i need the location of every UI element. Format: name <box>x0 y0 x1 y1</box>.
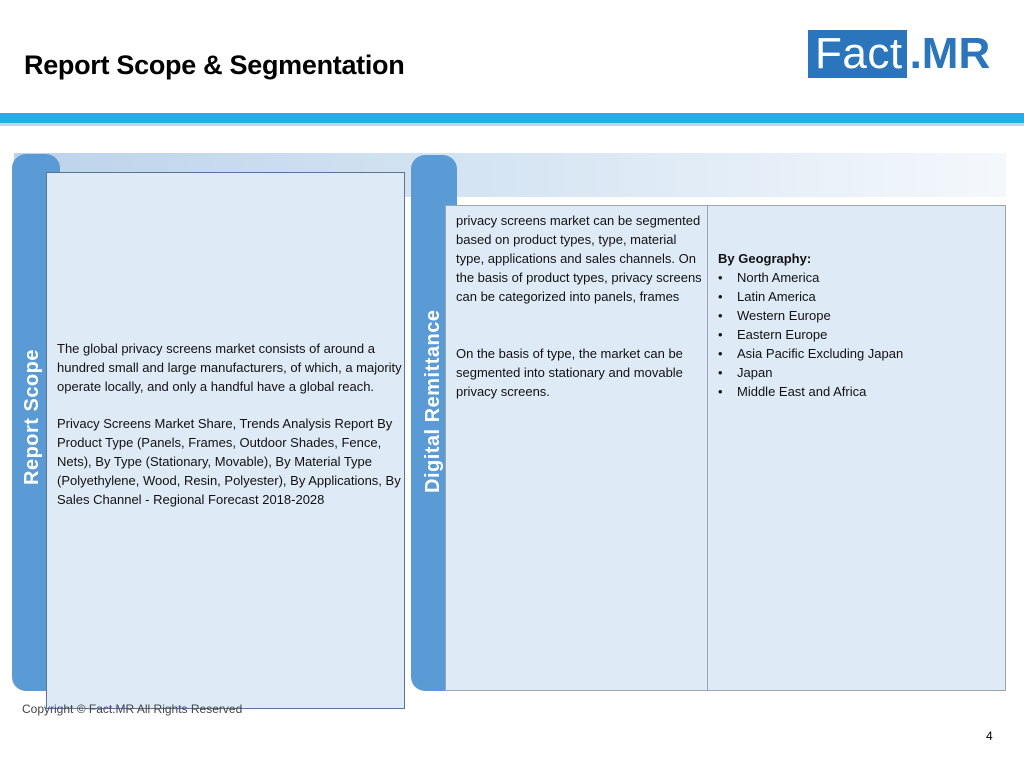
region-label: Japan <box>737 365 773 380</box>
digital-remittance-label: Digital Remittance <box>422 309 444 493</box>
region-label: Middle East and Africa <box>737 384 867 399</box>
list-item <box>718 287 998 306</box>
bullet-icon: • <box>718 270 723 285</box>
region-label: Western Europe <box>737 308 831 323</box>
region-label: Eastern Europe <box>737 327 828 342</box>
report-scope-label: Report Scope <box>21 348 43 485</box>
list-item <box>718 306 998 325</box>
list-item <box>718 268 998 287</box>
bullet-icon: • <box>718 327 723 342</box>
bullet-icon: • <box>718 289 723 304</box>
bullet-icon: • <box>718 384 723 399</box>
copyright-notice: Copyright © Fact.MR All Rights Reserved <box>22 702 243 716</box>
segmentation-paragraph-1: privacy screens market can be segmented based on product types, type, material type, applications and sales channels. On the basis of product types, privacy screens can be categorized into panels, frames <box>456 213 702 304</box>
geography-content <box>718 249 998 401</box>
region-label: Latin America <box>737 289 816 304</box>
bullet-icon: • <box>718 346 723 361</box>
page-number: 4 <box>986 729 993 743</box>
factmr-logo <box>808 30 990 78</box>
bullet-icon: • <box>718 308 723 323</box>
segmentation-paragraph-2: On the basis of type, the market can be segmented into stationary and movable privacy screens. <box>456 346 683 399</box>
header-divider-shadow <box>0 123 1024 126</box>
region-label: Asia Pacific Excluding Japan <box>737 346 904 361</box>
logo-secondary-text: .MR <box>909 29 991 78</box>
list-item <box>718 363 998 382</box>
report-scope-paragraph-2: Privacy Screens Market Share, Trends Analysis Report By Product Type (Panels, Frames, Outdoor Shades, Fence, Nets), By Type (Stationary, Movable), By Material Type (Polyethylene, Wood, Resin, Polyester), By Applications, By Sales Channel - Regional Forecast 2018-2028 <box>57 416 401 507</box>
list-item <box>718 382 998 401</box>
logo-primary-text: Fact <box>808 30 907 78</box>
bullet-icon: • <box>718 365 723 380</box>
report-scope-content <box>57 339 402 527</box>
report-scope-paragraph-1: The global privacy screens market consists of around a hundred small and large manufacturers, of which, a majority operate locally, and only a handful have a global reach. <box>57 341 402 394</box>
slide-title: Report Scope & Segmentation <box>24 50 405 80</box>
region-label: North America <box>737 270 820 285</box>
geography-heading: By Geography: <box>718 251 812 266</box>
list-item <box>718 344 998 363</box>
header-divider <box>0 113 1024 123</box>
geography-list <box>718 268 998 401</box>
list-item <box>718 325 998 344</box>
segmentation-content <box>456 211 702 439</box>
